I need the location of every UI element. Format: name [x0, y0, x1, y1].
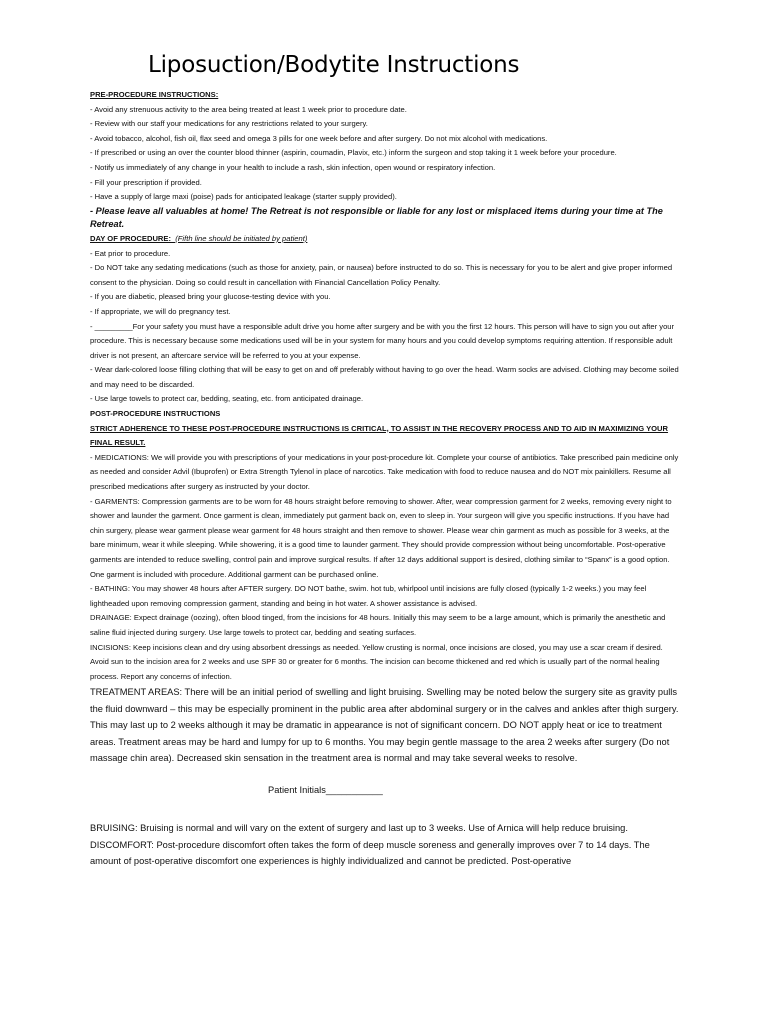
day-of-line-driver: - _________For your safety you must have a responsible adult drive you home after surgery and be with you the first 12 hours. This person will have to sign you out after your procedure. This is necessary because some medications used will be in your system for many hours and you could develop symptoms requiring attention. If responsible adult driver is not present, an aftercare service will be referred to you at your expense. [90, 321, 675, 360]
valuables-warning: - Please leave all valuables at home! The Retreat is not responsible or liable for any lost or misplaced items during your time at The Retreat. [90, 205, 663, 230]
discomfort-paragraph: DISCOMFORT: Post-procedure discomfort often takes the form of deep muscle soreness and generally improves over 7 to 14 days. The amount of post-operative discomfort one experiences is highly individualized and cannot be predicted. Post-operative [90, 839, 650, 867]
patient-initials-line: Patient Initials___________ [268, 785, 383, 796]
bathing-paragraph: - BATHING: You may shower 48 hours after AFTER surgery. DO NOT bathe, swim. hot tub, whirlpool until incisions are fully closed (typically 1-2 weeks.) you may feel lightheaded upon removing compression garment, standing and being in hot water. A shower assistance is advised. [90, 584, 647, 608]
day-of-line: - Do NOT take any sedating medications (such as those for anxiety, pain, or nausea) before instructed to do so. This is necessary for you to be alert and give proper informed consent to the physician. Doing so could result in cancellation with Financial Cancellation Policy Penalty. [90, 263, 673, 287]
day-of-procedure-heading: DAY OF PROCEDURE: [90, 233, 172, 243]
pre-procedure-line: - Notify us immediately of any change in your health to include a rash, skin infection, open wound or respiratory infection. [90, 162, 496, 172]
post-procedure-subheading: STRICT ADHERENCE TO THESE POST-PROCEDURE INSTRUCTIONS IS CRITICAL, TO ASSIST IN THE RECOVERY PROCESS AND TO AID IN MAXIMIZING YOUR FINAL RESULT. [90, 423, 669, 448]
day-of-line: - Eat prior to procedure. [90, 248, 171, 258]
day-of-line: - Use large towels to protect car, bedding, seating, etc. from anticipated drainage. [90, 394, 364, 404]
day-of-line: - If appropriate, we will do pregnancy test. [90, 306, 231, 316]
post-procedure-section [90, 407, 680, 766]
day-of-line: - Wear dark-colored loose filling clothing that will be easy to get on and off preferably without having to go over the head. Warm socks are advised. Clothing may become soiled and may need to be discarded. [90, 365, 679, 389]
pre-procedure-line: - Avoid any strenuous activity to the area being treated at least 1 week prior to procedure date. [90, 104, 407, 114]
bruising-paragraph: BRUISING: Bruising is normal and will vary on the extent of surgery and last up to 3 weeks. Use of Arnica will help reduce bruising. [90, 823, 628, 834]
pre-procedure-section [90, 88, 680, 232]
pre-procedure-line: - Avoid tobacco, alcohol, fish oil, flax seed and omega 3 pills for one week before and after surgery. Do not mix alcohol with medications. [90, 133, 548, 143]
incisions-paragraph: INCISIONS: Keep incisions clean and dry using absorbent dressings as needed. Yellow crusting is normal, once incisions are closed, you may use a scar cream if desired. Avoid sun to the incision area for 2 weeks and use SPF 30 or greater for 6 months. The incision can become thickened and red which is usually part of the normal healing process. Report any concerns of infection. [90, 642, 663, 681]
day-of-line: - If you are diabetic, pleased bring your glucose-testing device with you. [90, 292, 331, 302]
pre-procedure-heading: PRE-PROCEDURE INSTRUCTIONS: [90, 90, 219, 99]
pre-procedure-line: - Have a supply of large maxi (poise) pads for anticipated leakage (starter supply provided). [90, 192, 397, 202]
day-of-procedure-section [90, 232, 680, 407]
medications-paragraph: - MEDICATIONS: We will provide you with prescriptions of your medications in your post-procedure kit. Complete your course of antibiotics. Take prescribed pain medicine only as needed and consider Advil (Ibuprofen) or Extra Strength Tylenol in place of narcotics. Take medication with food to reduce nausea and do NOT mix painkillers. Resume all prescribed medications after surgery as instructed by your doctor. [90, 452, 679, 492]
page-title: Liposuction/Bodytite Instructions [148, 52, 520, 78]
pre-procedure-line: - Fill your prescription if provided. [90, 177, 202, 187]
instruction-document [90, 48, 680, 870]
day-of-procedure-note: (Fifth line should be initiated by patient) [175, 233, 308, 243]
pre-procedure-line: - Review with our staff your medications for any restrictions related to your surgery. [90, 119, 368, 129]
post-procedure-heading: POST-PROCEDURE INSTRUCTIONS [90, 409, 221, 419]
garments-paragraph: - GARMENTS: Compression garments are to be worn for 48 hours straight before removing to shower. After, wear compression garment for 2 weeks, removing every night to shower and launder the garment. Once garment is clean, immediately put garment back on, even to sleep in. Your surgeon will give you specific instructions. If you have had chin surgery, please wear garment please wear garment for 48 hours straight and then remove to shower. Please wear chin garment as much as possible for 3 weeks, at the bare minimum, wear it while sleeping. While showering, it is a good time to launder garment. They should provide compression without being uncomfortable. Post-operative garments are intended to reduce swelling, control pain and improve surgical results. If after 12 days additional support is desired, clothing similar to “Spanx” is a good option. One garment is included with procedure. Additional garment can be purchased online. [90, 496, 672, 579]
drainage-paragraph: DRAINAGE: Expect drainage (oozing), often blood tinged, from the incisions for 48 hours. Initially this may seem to be a large amount, which is primarily the anesthetic and saline fluid injected during surgery. Use large towels to protect car, bedding and seating surfaces. [90, 613, 666, 637]
day-of-procedure-heading-row [90, 232, 680, 247]
pre-procedure-line: - If prescribed or using an over the counter blood thinner (aspirin, coumadin, Plavix, etc.) inform the surgeon and stop taking it 1 week before your procedure. [90, 148, 617, 158]
treatment-areas-paragraph: TREATMENT AREAS: There will be an initial period of swelling and light bruising. Swelling may be noted below the surgery site as gravity pulls the fluid downward – this may be especially prominent in the public area after abdominal surgery or in the calves and ankles after thigh surgery. This may last up to 2 weeks although it may be dramatic in appearance is not of significant concern. DO NOT apply heat or ice to treatment areas. Treatment areas may be hard and lumpy for up to 6 months. You may begin gentle massage to the area 2 weeks after surgery (Do not massage chin area). Decreased skin sensation in the treatment area is normal and may take several weeks to resolve. [90, 687, 679, 763]
